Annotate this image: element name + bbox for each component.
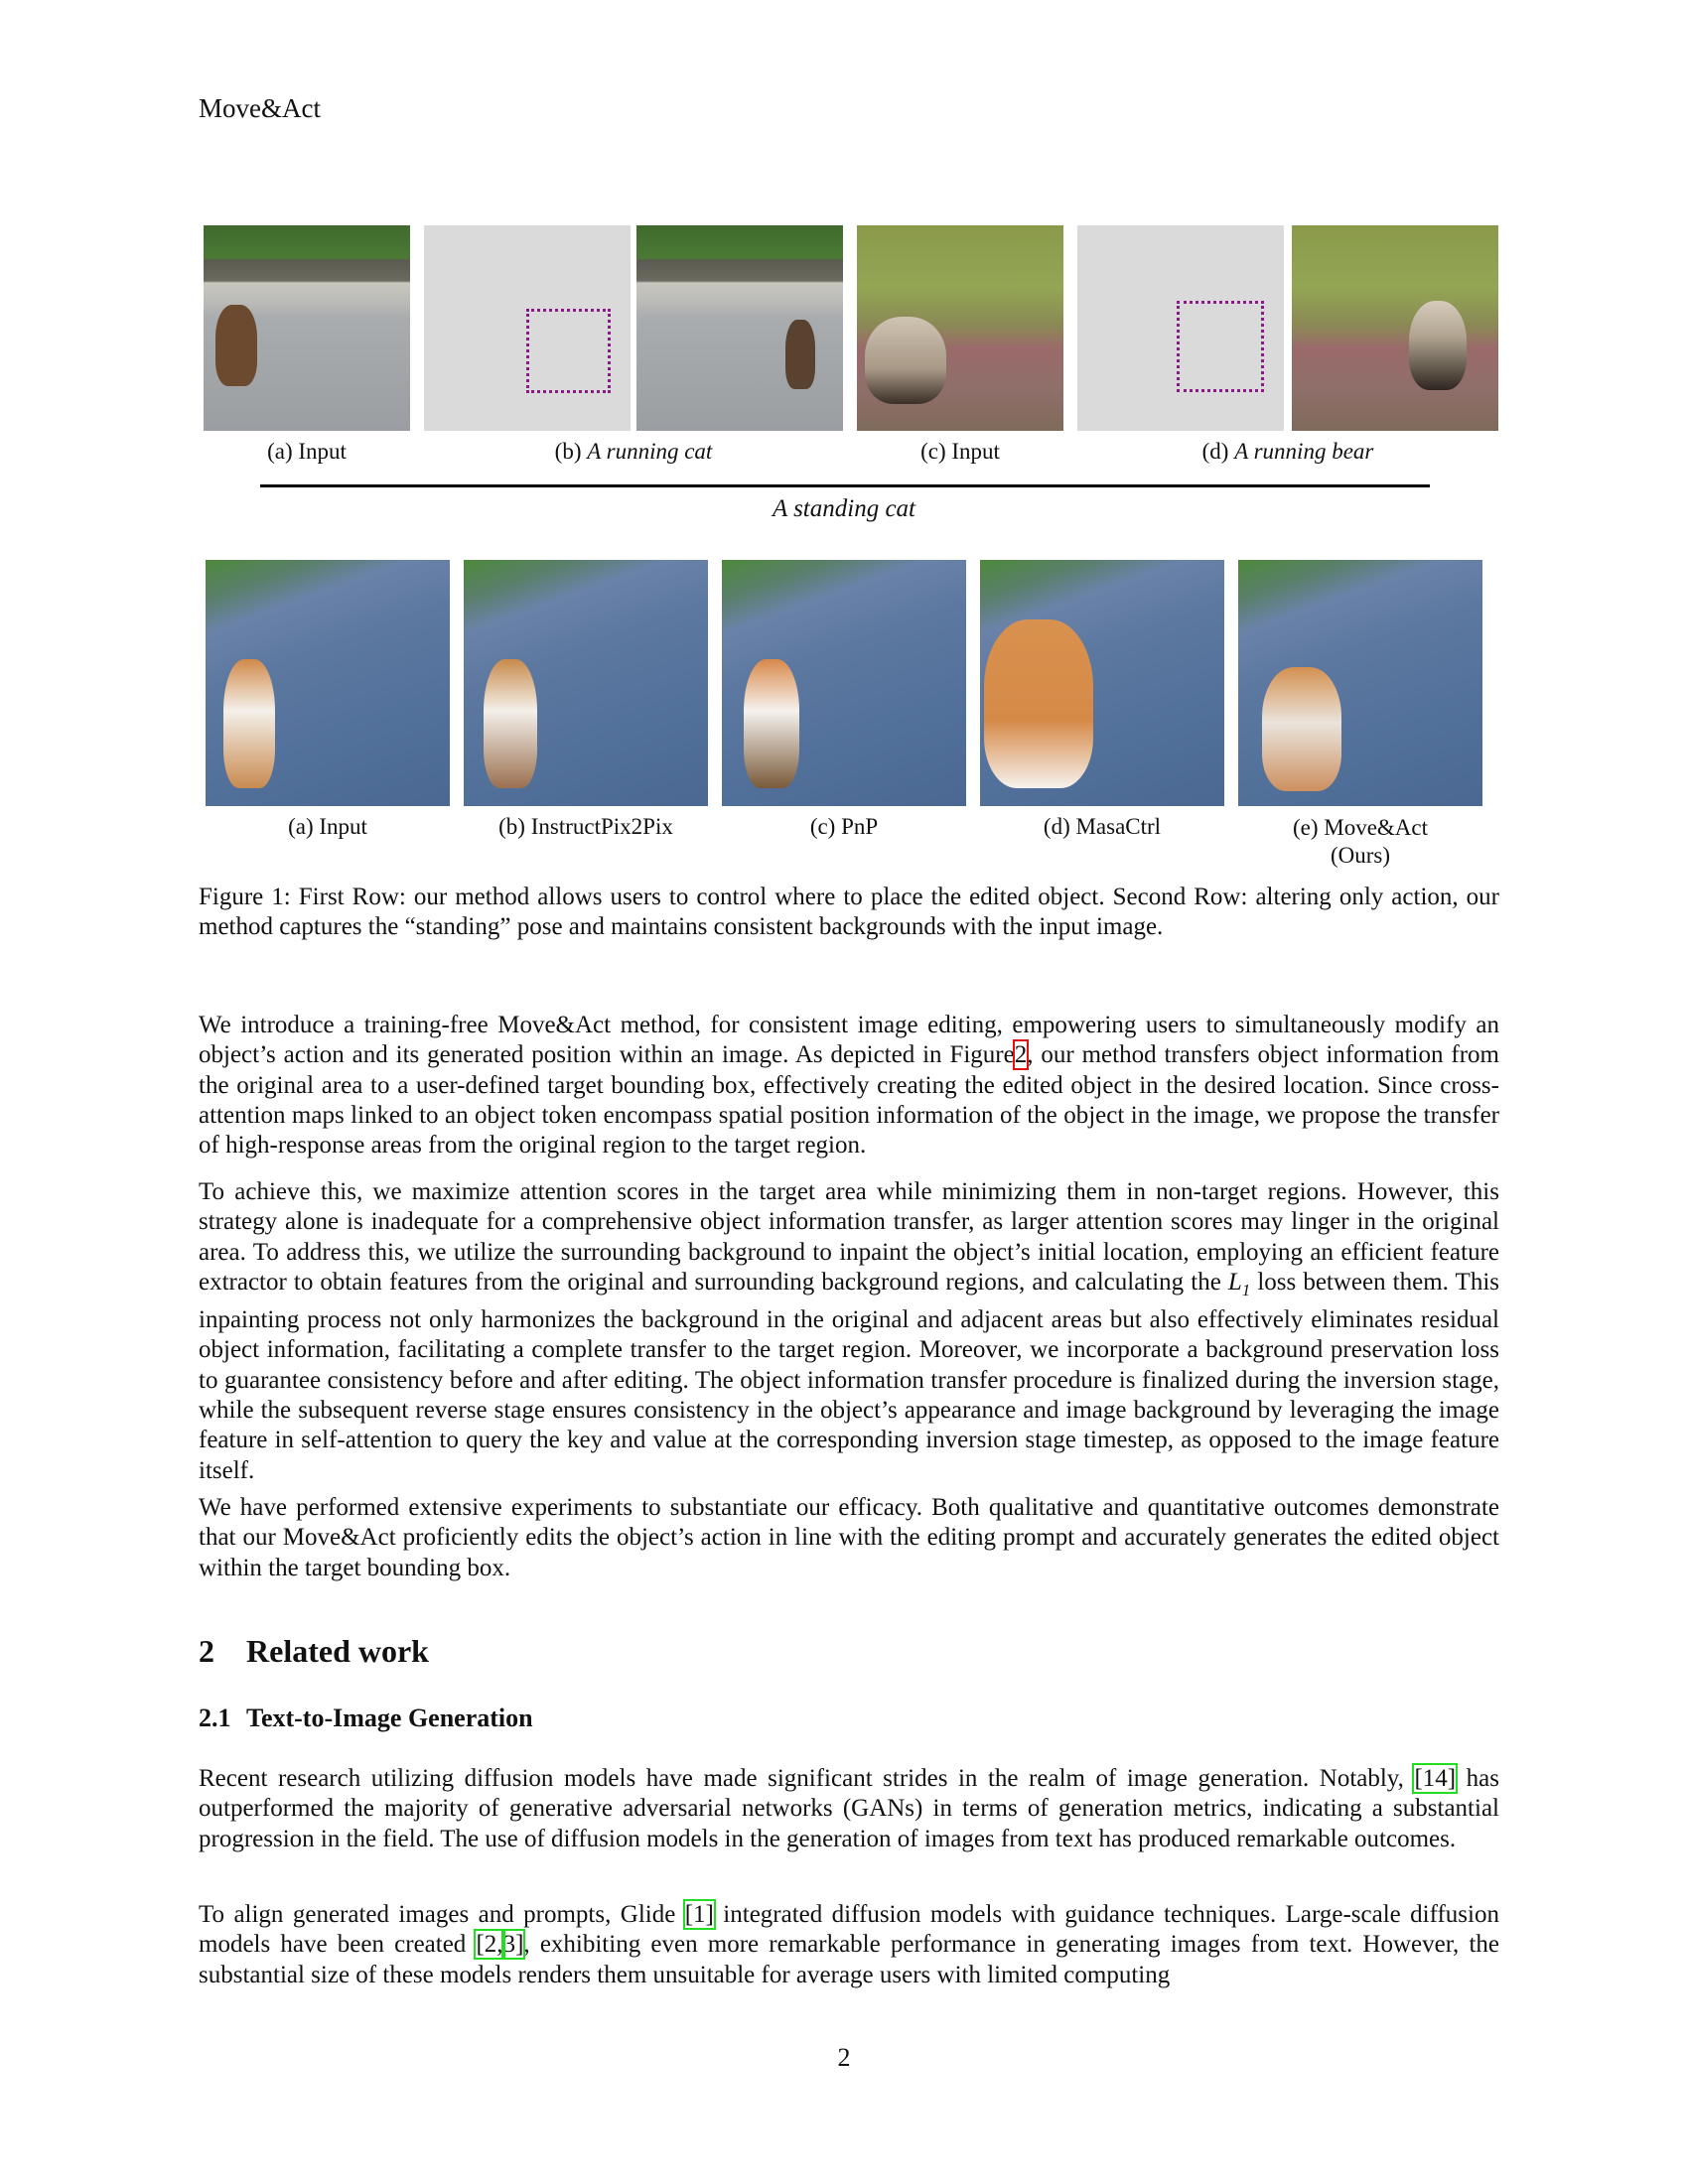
citation-3-link[interactable]: 3] (502, 1931, 524, 1959)
paragraph-intro: We introduce a training-free Move&Act method, for consistent image editing, empowering users to simultaneously modify an object’s action and its generated position within an image. As depicted in Figure2, our method transfers object information from the original area to a user-defined target bounding box, effectively creating the edited object in the desired location. Since cross-attention maps linked to an object token encompass spatial position information of the object in the image, we propose the transfer of high-response areas from the original region to the target region. (199, 1012, 1499, 1160)
pnp-result-image (722, 560, 966, 806)
paragraph-related-1: Recent research utilizing diffusion models have made significant strides in the realm of image generation. Notably, [14] has outperformed the majority of generative adversarial networks (GANs) in terms of generation metrics, indicating a substantial progression in the field. The use of diffusion models in the generation of images from text has produced remarkable outcomes. (199, 1765, 1500, 1852)
caption-row1-c: (c) Input (920, 439, 1000, 464)
caption-row2-c: (c) PnP (809, 814, 879, 839)
caption-row2-e: (e) Move&Act (Ours) (1292, 815, 1429, 868)
edit-prompt: A standing cat (773, 495, 915, 522)
paragraph-experiments: We have performed extensive experiments to substantiate our efficacy. Both qualitative and quantitative outcomes demonstrate that our Move&Act proficiently edits the object’s action in line with the editing prompt and accurately generates the edited object within the target bounding box. (199, 1494, 1499, 1581)
figure-caption: Figure 1: First Row: our method allows users to control where to place the edited object. Second Row: altering only action, our method captures the “standing” pose and maintains consistent backgrounds with the input image. (199, 884, 1499, 940)
citation-14-link[interactable]: [14] (1414, 1765, 1457, 1792)
caption-row1-a: (a) Input (267, 439, 347, 464)
page-number: 2 (837, 2043, 851, 2072)
target-bounding-box (1177, 301, 1264, 392)
bear-output-image (1292, 225, 1498, 431)
caption-row1-b: (b) A running cat (554, 439, 713, 464)
running-title: Move&Act (199, 93, 321, 123)
citation-2-link[interactable]: [2, (476, 1931, 503, 1959)
caption-row2-a: (a) Input (288, 814, 367, 839)
bear-target-box-panel (1077, 225, 1284, 431)
figure-divider-rule (260, 484, 1430, 487)
l1-math: $L_1$ (1227, 1268, 1251, 1299)
section-heading-related-work: 2 Related work (199, 1633, 429, 1669)
move-and-act-result-image (1238, 560, 1482, 806)
target-bounding-box (526, 309, 611, 393)
subsection-heading-text-to-image: 2.1 Text-to-Image Generation (199, 1704, 533, 1732)
caption-row1-d: (d) A running bear (1201, 439, 1374, 464)
caption-row2-b: (b) InstructPix2Pix (498, 814, 673, 839)
caption-row2-d: (d) MasaCtrl (1043, 814, 1162, 839)
cat-output-image (636, 225, 843, 431)
standing-cat-input-image (206, 560, 450, 806)
instructpix2pix-result-image (464, 560, 708, 806)
bear-input-image (857, 225, 1063, 431)
citation-1-link[interactable]: [1] (684, 1901, 714, 1928)
paragraph-related-2: To align generated images and prompts, Glide [1] integrated diffusion models with guidance techniques. Large-scale diffusion models have been created [2,3], exhibiting even more remarkable performance in generating images from text. However, the substantial size of these models renders them unsuitable for average users with limited computing (199, 1901, 1499, 1988)
cat-target-box-panel (424, 225, 631, 431)
figure-2-link[interactable]: 2 (1014, 1041, 1028, 1069)
cat-input-image (204, 225, 410, 431)
masactrl-result-image (980, 560, 1224, 806)
paragraph-method: To achieve this, we maximize attention scores in the target area while minimizing them in non-target regions. However, this strategy alone is inadequate for a comprehensive object information transfer, as larger attention scores may linger in the original area. To address this, we utilize the surrounding background to inpaint the object’s initial location, employing an efficient feature extractor to obtain features from the original and surrounding background regions, and calculating the $L_1$ loss between them. This inpainting process not only harmonizes the background in the original and adjacent areas but also effectively eliminates residual object information, facilitating a complete transfer to the target region. Moreover, we incorporate a background preservation loss to guarantee consistency before and after editing. The object information transfer procedure is finalized during the inversion stage, while the subsequent reverse stage ensures consistency in the object’s appearance and image background by leveraging the image feature in self-attention to query the key and value at the corresponding inversion stage timestep, as opposed to the image feature itself. (199, 1178, 1499, 1484)
